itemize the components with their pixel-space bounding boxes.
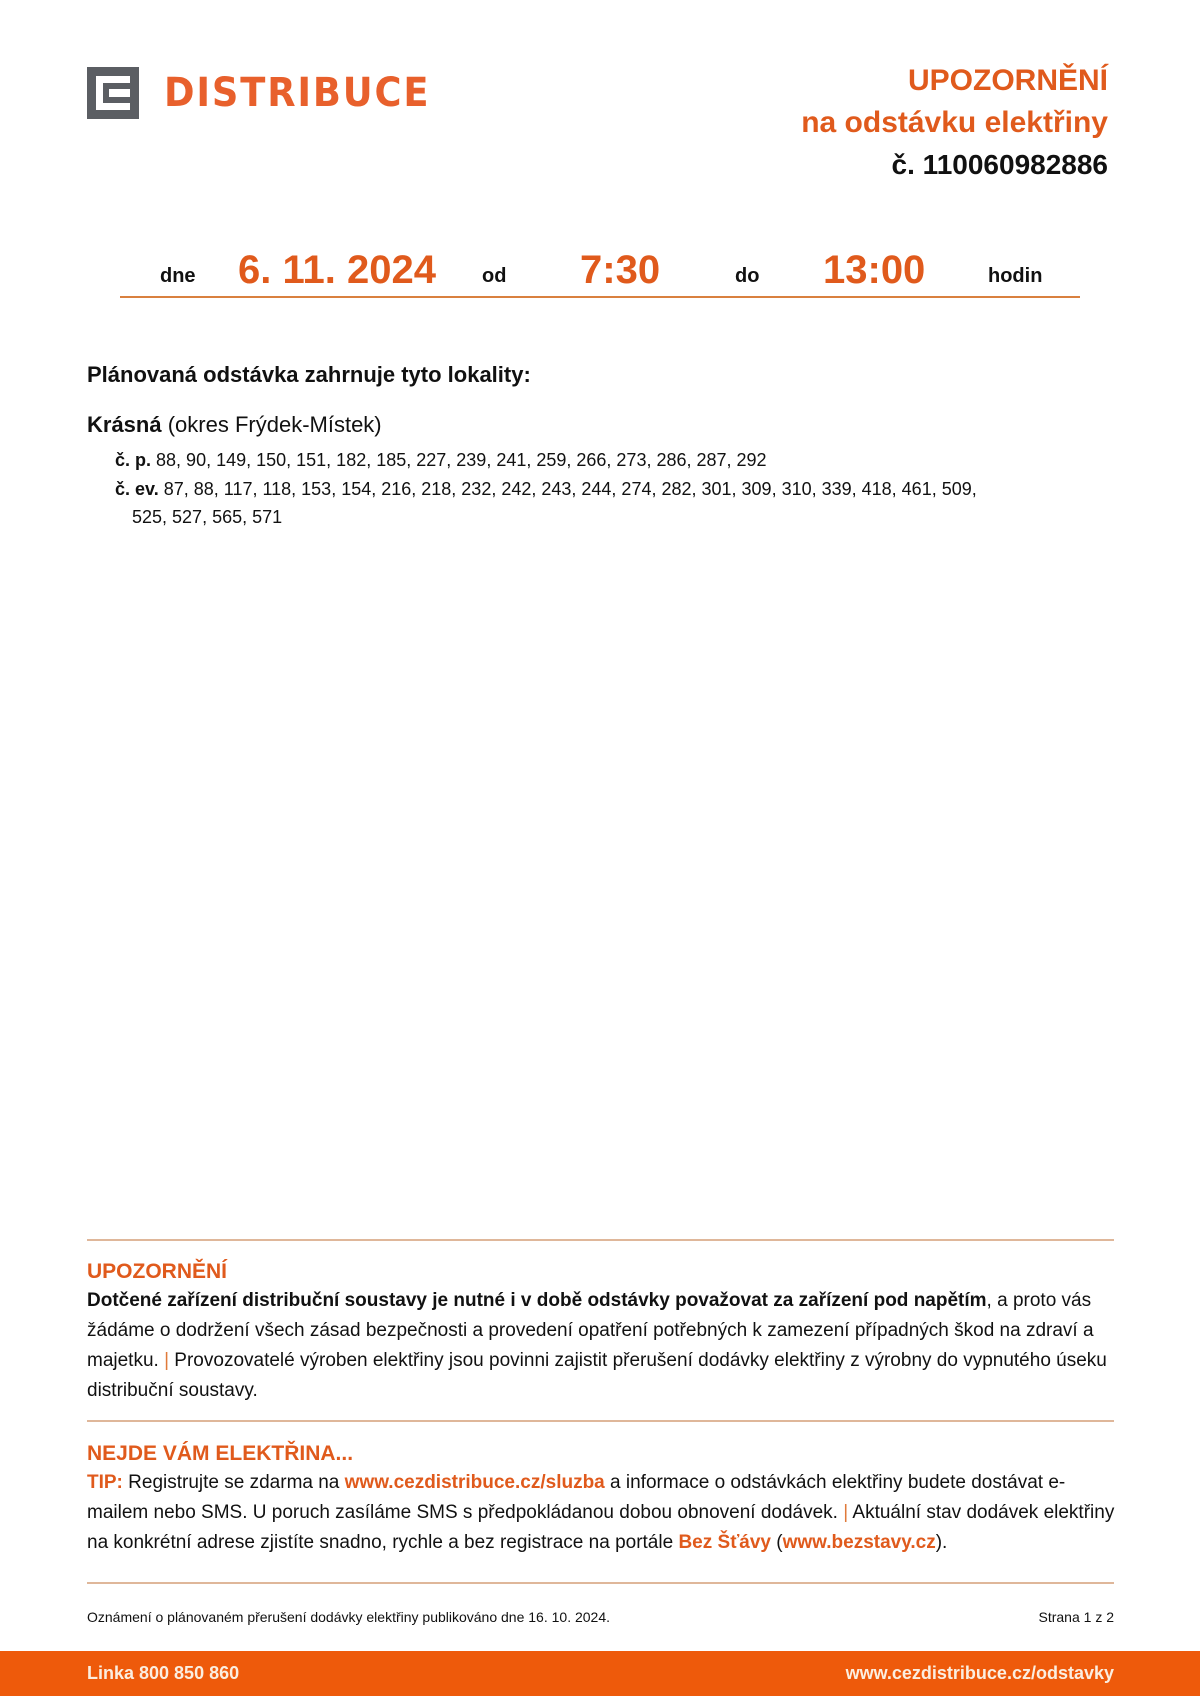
ev-numbers: 87, 88, 117, 118, 153, 154, 216, 218, 232, 242, 243, 244, 274, 282, 301, 309, 310, 339, 418, 461, 509, xyxy=(163,479,977,499)
tip-text-part: a informace o odstávkách elektřiny budete dostávat e-mailem nebo SMS. U poruch zasíláme SMS s předpokládanou dobou obnovení dodávek. xyxy=(87,1472,1066,1523)
hours-label: hodin xyxy=(988,265,1043,287)
notice-heading: UPOZORNĚNÍ xyxy=(907,64,1108,97)
warning-bold-text: Dotčené zařízení distribuční soustavy je nutné i v době odstávky považovat za zařízení pod napětím xyxy=(87,1290,987,1311)
tip-text xyxy=(87,1468,1117,1558)
tip-section xyxy=(87,1440,1117,1558)
warning-title: UPOZORNĚNÍ xyxy=(87,1260,228,1283)
hotline-number: Linka 800 850 860 xyxy=(87,1663,240,1683)
footer-bar xyxy=(0,1651,1200,1696)
service-link[interactable]: www.cezdistribuce.cz/sluzba xyxy=(344,1472,605,1493)
tip-title: NEJDE VÁM ELEKTŘINA... xyxy=(87,1442,354,1465)
tip-text-part: ). xyxy=(935,1532,948,1553)
from-label: od xyxy=(482,265,507,287)
warning-text-part: , a proto vás žádáme o dodržení všech zásad bezpečnosti a provedení opatření potřebných k zamezení případných škod na zdraví a majetku. xyxy=(87,1290,1094,1371)
house-numbers-ev xyxy=(115,475,977,504)
notice-subheading: na odstávku elektřiny xyxy=(801,106,1108,139)
logo-text: DISTRIBUCE xyxy=(164,70,431,116)
page-number: Strana 1 z 2 xyxy=(1038,1609,1114,1625)
divider xyxy=(87,1420,1114,1422)
notice-title xyxy=(801,60,1108,186)
cez-logo-mark-icon xyxy=(87,67,139,119)
ev-numbers-continued: 525, 527, 565, 571 xyxy=(132,507,283,527)
location-town xyxy=(87,412,382,438)
tip-text-part: Registrujte se zdarma na xyxy=(122,1472,345,1493)
cp-numbers: 88, 90, 149, 150, 151, 182, 185, 227, 239, 241, 259, 266, 273, 286, 287, 292 xyxy=(156,450,767,470)
town-district: (okres Frýdek-Místek) xyxy=(167,412,382,437)
outage-date: 6. 11. 2024 xyxy=(238,248,436,292)
company-logo xyxy=(87,67,454,119)
notice-number: č. 110060982886 xyxy=(891,149,1108,180)
date-label: dne xyxy=(160,265,196,287)
house-numbers-cp xyxy=(115,446,767,475)
separator: | xyxy=(843,1502,849,1523)
portal-name: Bez Šťávy xyxy=(678,1532,771,1553)
start-time: 7:30 xyxy=(580,248,661,292)
divider xyxy=(87,1582,1114,1584)
end-time: 13:00 xyxy=(823,248,926,292)
town-name: Krásná xyxy=(87,412,162,437)
separator: | xyxy=(164,1350,170,1371)
divider xyxy=(87,1239,1114,1241)
outages-website-link[interactable]: www.cezdistribuce.cz/odstavky xyxy=(845,1663,1114,1683)
locations-heading: Plánovaná odstávka zahrnuje tyto lokality: xyxy=(87,362,531,387)
warning-text-part: Provozovatelé výroben elektřiny jsou povinni zajistit přerušení dodávky elektřiny z výrobny do vypnutého úseku distribuční soustavy. xyxy=(87,1350,1107,1401)
warning-text xyxy=(87,1286,1117,1406)
cp-label: č. p. xyxy=(115,450,152,470)
tip-label: TIP: xyxy=(87,1472,123,1493)
bezstavy-link[interactable]: www.bezstavy.cz xyxy=(782,1532,936,1553)
tip-text-part: ( xyxy=(771,1532,783,1553)
tip-text-part: Aktuální stav dodávek elektřiny na konkrétní adrese zjistíte snadno, rychle a bez registrace na portále xyxy=(87,1502,1115,1553)
to-label: do xyxy=(735,265,760,287)
publication-note: Oznámení o plánovaném přerušení dodávky elektřiny publikováno dne 16. 10. 2024. xyxy=(87,1609,611,1625)
ev-label: č. ev. xyxy=(115,479,159,499)
outage-schedule xyxy=(120,240,1080,298)
warning-section xyxy=(87,1258,1117,1406)
